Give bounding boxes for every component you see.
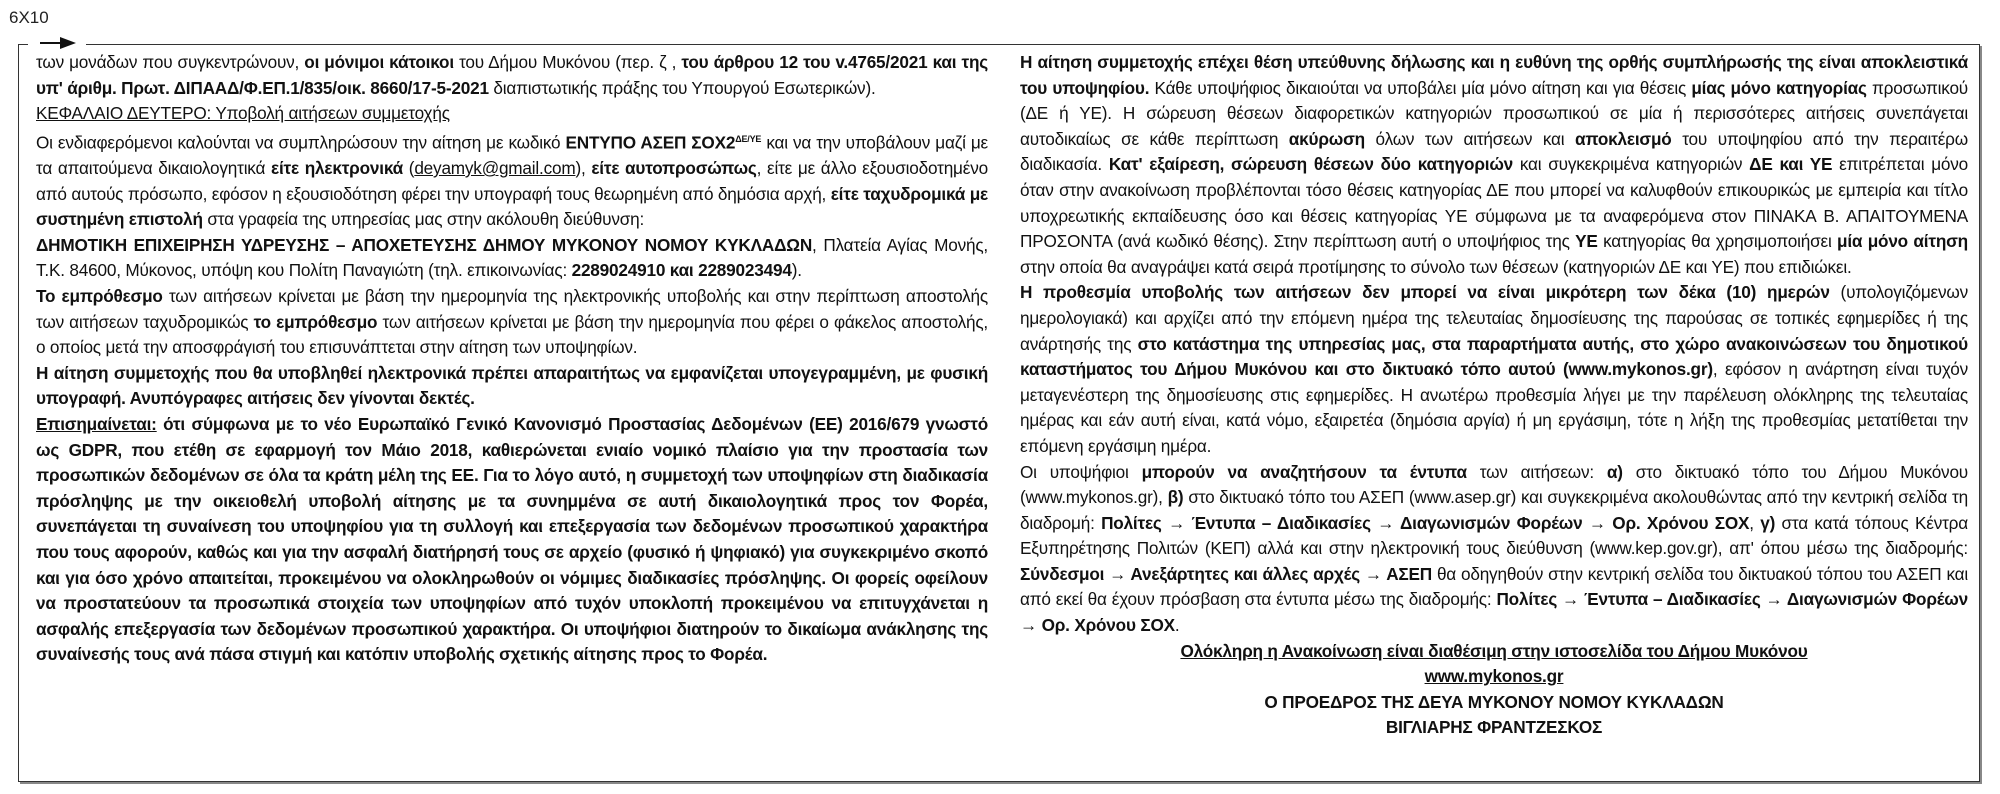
paragraph-residents: των μονάδων που συγκεντρώνουν, οι μόνιμοι κάτοικοι του Δήμου Μυκόνου (περ. ζ , του άρθρου 12 του v.4765/2021 και της υπ' άριθμ. Πρωτ. ΔΙΠΑΑΔ/Φ.ΕΠ.1/835/οικ. 8660/17-5-2021 διαπιστωτικής πράξης του Υπουργού Εσωτερικών).	[36, 52, 988, 98]
paragraph-declaration: Η αίτηση συμμετοχής επέχει θέση υπεύθυνης δήλωσης και η ευθύνη της ορθής συμπλήρωσής της είναι αποκλειστικά του υποψηφίου. Κάθε υποψήφιος δικαιούται να υποβάλει μία μόνο αίτηση και για θέσεις μίας μόνο κατηγορίας προσωπικού (ΔΕ ή ΥΕ). Η σώρευση θέσεων διαφορετικών κατηγοριών προσωπικού σε μία ή περισσότερες αιτήσεις συνεπάγεται αυτοδικαίως σε κάθε περίπτωση ακύρωση όλων των αιτήσεων και αποκλεισμό του υποψηφίου από την περαιτέρω διαδικασία. Κατ' εξαίρεση, σώρευση θέσεων δύο κατηγοριών και συγκεκριμένα κατηγοριών ΔΕ και ΥΕ επιτρέπεται μόνο όταν στην ανακοίνωση προβλέπονται τόσο θέσεις κατηγορίας ΔΕ που μπορεί να καλυφθούν επικουρικώς με εμπειρία και τίτλο υποχρεωτικής εκπαίδευσης όσο και θέσεις κατηγορίας ΥΕ σύμφωνα με τα αναφερόμενα στον ΠΙΝΑΚΑ Β. ΑΠΑΙΤΟΥΜΕΝΑ ΠΡΟΣΟΝΤΑ (ανά κωδικό θέσης). Στην περίπτωση αυτή ο υποψήφιος της ΥΕ κατηγορίας θα χρησιμοποιήσει μία μόνο αίτηση στην οποία θα αναγράψει κατά σειρά προτίμησης το σύνολο των θέσεων (κατηγοριών ΔΕ και ΥΕ) που επιδιώκει.	[1020, 52, 1969, 277]
signatory-title: Ο ΠΡΟΕΔΡΟΣ ΤΗΣ ΔΕΥΑ ΜΥΚΟΝΟΥ ΝΟΜΟΥ ΚΥΚΛΑΔΩΝ	[1264, 691, 1724, 712]
availability-note: Ολόκληρη η Ανακοίνωση είναι διαθέσιμη στην ιστοσελίδα του Δήμου Μυκόνου	[1180, 640, 1808, 661]
kep-path: Σύνδεσμοι → Ανεξάρτητες και άλλες αρχές → ΑΣΕΠ	[1020, 563, 1432, 584]
paragraph-forms: Οι υποψήφιοι μπορούν να αναζητήσουν τα έντυπα των αιτήσεων: α) στο δικτυακό τόπο του Δήμου Μυκόνου (www.mykonos.gr), β) στο δικτυακό τόπο του ΑΣΕΠ (www.asep.gr) και συγκεκριμένα ακολουθώντας από την κεντρική σελίδα τη διαδρομή: Πολίτες → Έντυπα – Διαδικασίες → Διαγωνισμών Φορέων → Ορ. Χρόνου ΣΟΧ, γ) στα κατά τόπους Κέντρα Εξυπηρέτησης Πολιτών (ΚΕΠ) αλλά και στην ηλεκτρονική τους διεύθυνση (www.kep.gov.gr), απ' όπου μέσω της διαδρομής: Σύνδεσμοι → Ανεξάρτητες και άλλες αρχές → ΑΣΕΠ θα οδηγηθούν στην κεντρική σελίδα του δικτυακού τόπου του ΑΣΕΠ και από εκεί θα έχουν πρόσβαση στα έντυπα μέσω της διαδρομής: Πολίτες → Έντυπα – Διαδικασίες → Διαγωνισμών Φορέων → Ορ. Χρόνου ΣΟΧ.	[1020, 461, 1969, 636]
asep-path: Πολίτες → Έντυπα – Διαδικασίες → Διαγωνισμών Φορέων → Ορ. Χρόνου ΣΟΧ	[1101, 512, 1750, 533]
right-column	[1020, 50, 1968, 741]
paragraph-submission: Οι ενδιαφερόμενοι καλούνται να συμπληρώσουν την αίτηση με κωδικό ΕΝΤΥΠΟ ΑΣΕΠ $\Sigma OX2^{\Delta E/\Upsilon E}$ και να την υποβάλουν μαζί με τα απαιτούμενα δικαιολογητικά είτε ηλεκτρονικά (deyamyk@gmail.com), είτε αυτοπροσώπως, είτε με άλλο εξουσιοδοτημένο από αυτούς πρόσωπο, εφόσον η εξουσιοδότηση φέρει την υπογραφή τους θεωρημένη από δημόσια αρχή, είτε ταχυδρομικά με συστημένη επιστολή στα γραφεία της υπηρεσίας μας στην ακόλουθη διεύθυνση:	[36, 132, 988, 230]
paragraph-address: ΔΗΜΟΤΙΚΗ ΕΠΙΧΕΙΡΗΣΗ ΥΔΡΕΥΣΗΣ – ΑΠΟΧΕΤΕΥΣΗΣ ΔΗΜΟΥ ΜΥΚΟΝΟΥ ΝΟΜΟΥ ΚΥΚΛΑΔΩΝ, Πλατεία Αγίας Μονής, Τ.Κ. 84600, Μύκονος, υπόψη κου Πολίτη Παναγιώτη (τηλ. επικοινωνίας: 2289024910 και 2289023494).	[36, 234, 988, 281]
paragraph-timeliness: Το εμπρόθεσμο των αιτήσεων κρίνεται με βάση την ημερομηνία της ηλεκτρονικής υποβολής και στην περίπτωση αποστολής των αιτήσεων ταχυδρομικώς το εμπρόθεσμο των αιτήσεων κρίνεται με βάση την ημερομηνία που φέρει ο φάκελος αποστολής, ο οποίος μετά την αποσφράγισή του επισυνάπτεται στην αίτηση των υποψηφίων.	[36, 286, 989, 358]
chapter-heading: ΚΕΦΑΛΑΙΟ ΔΕΥΤΕΡΟ: Υποβολή αιτήσεων συμμετοχής	[36, 103, 450, 124]
asep-forms-path: Πολίτες → Έντυπα – Διαδικασίες → Διαγωνισμών Φορέων → Ορ. Χρόνου ΣΟΧ	[1020, 589, 1968, 636]
signatory-name: ΒΙΓΛΙΑΡΗΣ ΦΡΑΝΤΖΕΣΚΟΣ	[1385, 717, 1603, 738]
ad-size-code: 6X10	[9, 8, 49, 27]
paragraph-signature: Η αίτηση συμμετοχής που θα υποβληθεί ηλεκτρονικά πρέπει απαραιτήτως να εμφανίζεται υπογεγραμμένη, με φυσική υπογραφή. Ανυπόγραφες αιτήσεις δεν γίνονται δεκτές.	[36, 362, 988, 409]
left-column	[36, 50, 988, 668]
email-link[interactable]: deyamyk@gmail.com	[414, 158, 576, 179]
arrow-right-icon	[38, 36, 78, 50]
paragraph-deadline: Η προθεσμία υποβολής των αιτήσεων δεν μπορεί να είναι μικρότερη των δέκα (10) ημερών (υπολογιζόμενων ημερολογιακά) και αρχίζει από την επόμενη ημέρα της τελευταίας δημοσίευσης της παρούσας σε τοπικές εφημερίδες ή της ανάρτησής της στο κατάστημα της υπηρεσίας μας, στα παραρτήματα αυτής, στο χώρο ανακοινώσεων του δημοτικού καταστήματος του Δήμου Μυκόνου και στο δικτυακό τόπο αυτού (www.mykonos.gr), εφόσον η ανάρτηση είναι τυχόν μεταγενέστερη της δημοσίευσης στις εφημερίδες. Η ανωτέρω προθεσμία λήγει με την παρέλευση ολόκληρης της τελευταίας ημέρας και εάν αυτή είναι, κατά νόμο, εξαιρετέα (δημόσια αργία) ή μη εργάσιμη, τότε η λήξη της προθεσμίας μετατίθεται την επόμενη εργάσιμη ημέρα.	[1020, 282, 1968, 456]
website-link: www.mykonos.gr	[1424, 666, 1564, 687]
paragraph-gdpr: Επισημαίνεται: ότι σύμφωνα με το νέο Ευρωπαϊκό Γενικό Κανονισμό Προστασίας Δεδομένων (ΕΕ) 2016/679 γνωστό ως GDPR, που ετέθη σε εφαρμογή τον Μάιο 2018, καθιερώνεται ενιαίο νομικό πλαίσιο για την προστασία των προσωπικών δεδομένων σε όλα τα κράτη μέλη της ΕΕ. Για το λόγο αυτό, η συμμετοχή των υποψηφίων στη διαδικασία πρόσληψης με την οικειοθελή υποβολή αίτησης με τα συνημμένα σε αυτή δικαιολογητικά προς τον Φορέα, συνεπάγεται τη συναίνεση του υποψηφίου για τη συλλογή και επεξεργασία των δεδομένων προσωπικού χαρακτήρα που τους αφορούν, καθώς και για την ασφαλή διατήρησή τους σε αρχείο (φυσικό ή ψηφιακό) για συγκεκριμένο σκοπό και για όσο χρόνο απαιτείται, προκειμένου να ολοκληρωθούν οι νόμιμες διαδικασίες πρόσληψης. Οι φορείς οφείλουν να προστατεύουν τα προσωπικά στοιχεία των υποψηφίων από τυχόν υποκλοπή προκειμένου να επιτυγχάνεται η ασφαλής επεξεργασία των δεδομένων προσωπικού χαρακτήρα. Οι υποψήφιοι διατηρούν το δικαίωμα ανάκλησης της συναίνεσής τους ανά πάσα στιγμή και κατόπιν υποβολής σχετικής αίτησης προς το Φορέα.	[36, 414, 988, 665]
